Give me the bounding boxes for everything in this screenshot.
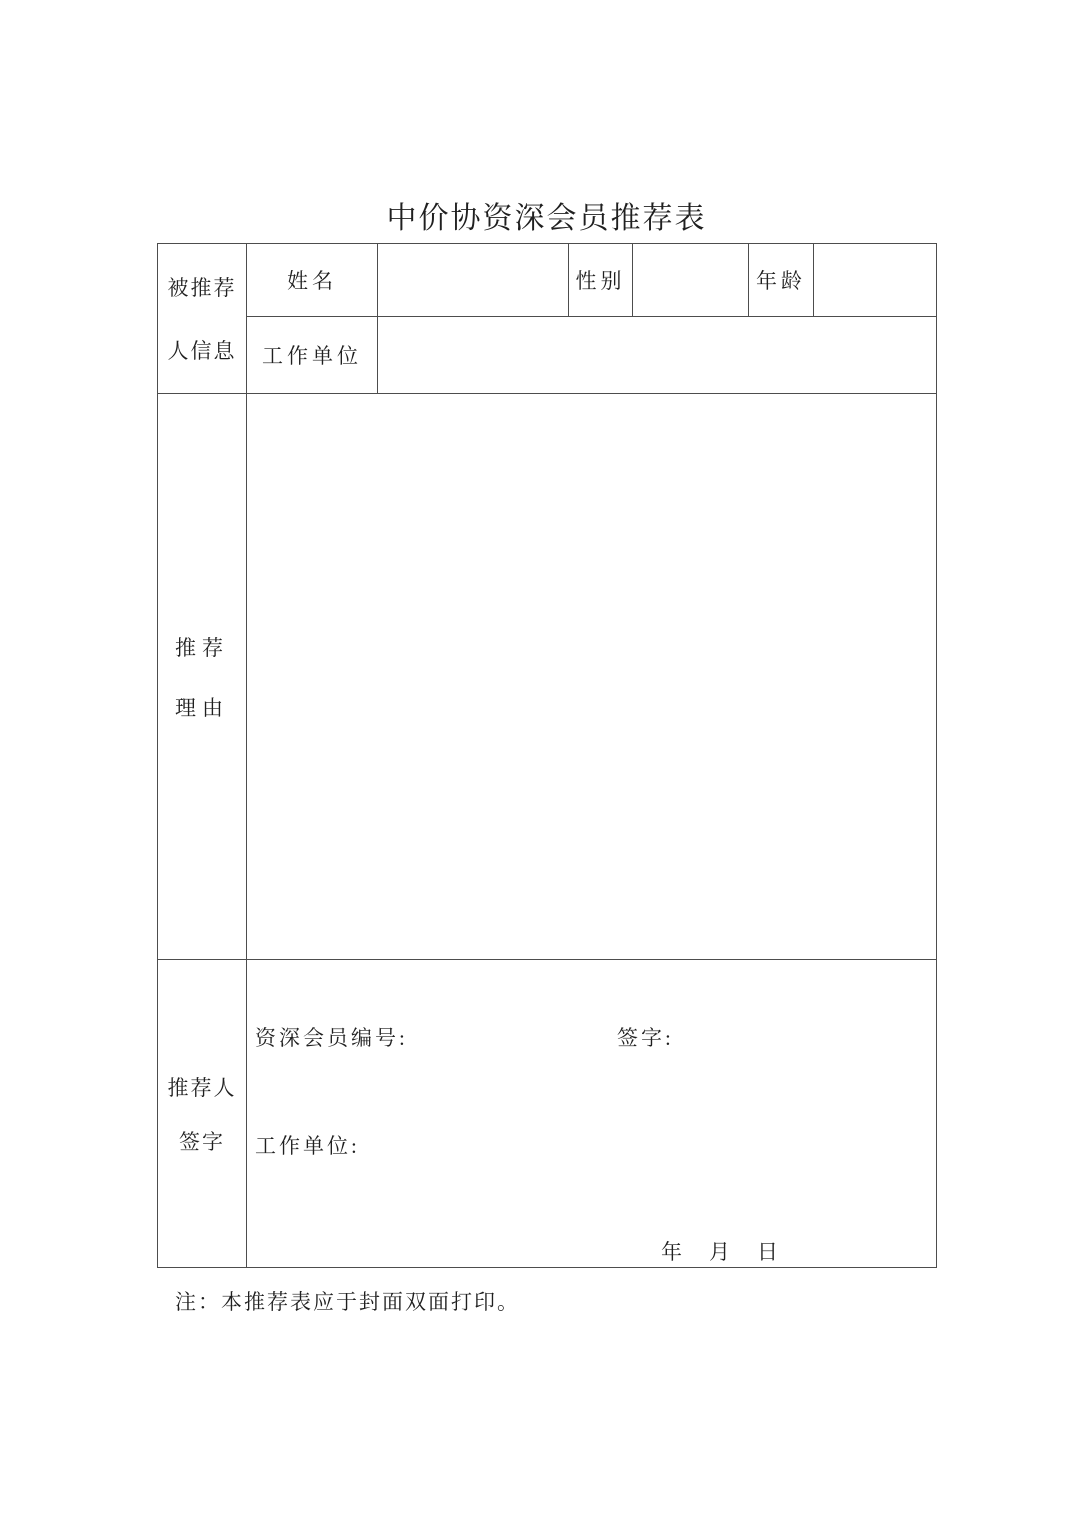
gender-input-cell[interactable]	[633, 244, 749, 317]
recommender-label	[158, 960, 246, 1267]
reason-label	[158, 394, 246, 959]
cell-recommended-person-header	[158, 244, 247, 394]
age-label: 年龄	[756, 269, 806, 293]
signature-label: 签字:	[617, 1026, 674, 1050]
workunit-input-cell[interactable]	[378, 317, 937, 394]
gender-label: 性别	[575, 269, 626, 293]
recommender-signature-cell[interactable]	[247, 960, 937, 1268]
recommender-workunit-label: 工作单位:	[255, 1134, 360, 1158]
reason-label-line2: 理由	[175, 695, 229, 720]
cell-reason-header	[158, 394, 247, 960]
recommendation-form-table	[157, 243, 937, 1268]
recommended-person-label	[158, 244, 246, 393]
table-row	[158, 394, 937, 960]
name-label-cell	[247, 244, 378, 317]
age-label-cell	[749, 244, 814, 317]
footnote: 注：本推荐表应于封面双面打印。	[175, 1290, 520, 1314]
reason-label-line1: 推荐	[175, 635, 229, 660]
cell-recommender-header	[158, 960, 247, 1268]
reason-input-cell[interactable]	[247, 394, 937, 960]
name-input-cell[interactable]	[378, 244, 569, 317]
workunit-label-cell	[247, 317, 378, 394]
recommender-label-line1: 推荐人	[167, 1075, 237, 1100]
recommended-person-label-line2: 人信息	[167, 339, 237, 363]
table-row	[158, 244, 937, 317]
age-input-cell[interactable]	[814, 244, 937, 317]
workunit-label: 工作单位	[262, 344, 362, 368]
table-row	[158, 960, 937, 1268]
table-row	[158, 317, 937, 394]
member-number-label: 资深会员编号:	[255, 1026, 408, 1050]
recommended-person-label-line1: 被推荐	[167, 276, 237, 300]
name-label: 姓名	[287, 269, 337, 293]
form-title: 中价协资深会员推荐表	[386, 202, 707, 235]
recommender-label-line2: 签字	[179, 1129, 225, 1154]
gender-label-cell	[569, 244, 633, 317]
recommender-signature-area	[247, 960, 936, 1267]
date-label: 年 月 日	[661, 1240, 781, 1264]
